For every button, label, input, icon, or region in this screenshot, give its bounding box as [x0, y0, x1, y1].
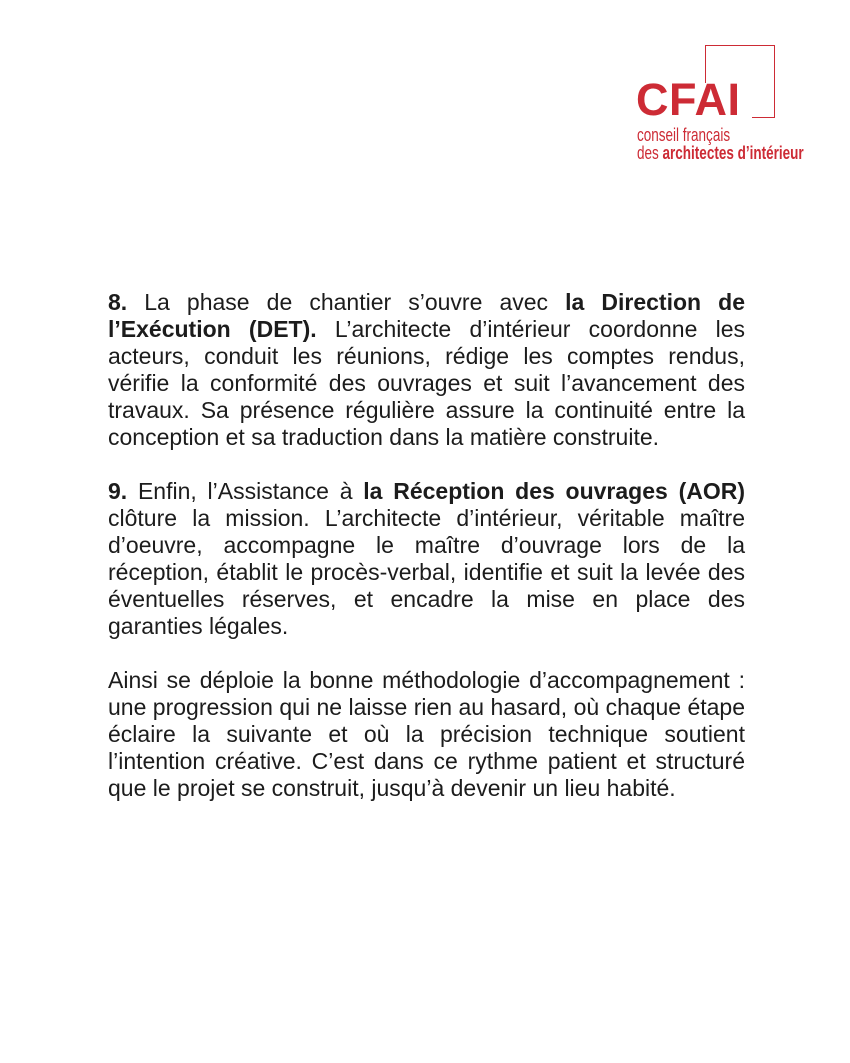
- logo-tagline-line2-bold: architectes d’intérieur: [662, 142, 804, 163]
- paragraph-9: [108, 478, 745, 640]
- document-text-block: [108, 289, 745, 829]
- logo-tagline-line2-prefix: des: [637, 142, 663, 163]
- logo-tagline-line2: [637, 143, 804, 162]
- paragraph-8: [108, 289, 745, 451]
- paragraph-8-bold-segment: 8.: [108, 289, 128, 315]
- logo-acronym: CFAI: [636, 74, 741, 125]
- paragraph-closing: [108, 667, 745, 802]
- paragraph-9-bold-segment: 9.: [108, 478, 128, 504]
- paragraph-9-bold-segment: la Réception des ouvrages (AOR): [363, 478, 745, 504]
- paragraph-8-segment: L’architecte d’intérieur coordonne les acteurs, conduit les réunions, rédige les comptes rendus, vérifie la conformité des ouvrages et suit l’avancement des travaux. Sa présence régulière assure la continuité entre la conception et sa traduction dans la matière construite.: [108, 316, 745, 450]
- paragraph-9-segment: Enfin, l’Assistance à: [127, 478, 364, 504]
- paragraph-closing-segment: Ainsi se déploie la bonne méthodologie d’accompagnement : une progression qui ne laisse rien au hasard, où chaque étape éclaire la suivante et où la précision technique soutient l’intention créative. C’est dans ce rythme patient et structuré que le projet se construit, jusqu’à devenir un lieu habité.: [108, 667, 745, 801]
- paragraph-9-segment: clôture la mission. L’architecte d’intérieur, véritable maître d’oeuvre, accompagne le maître d’ouvrage lors de la réception, établit le procès-verbal, identifie et suit la levée des éventuelles réserves, et encadre la mise en place des garanties légales.: [108, 505, 745, 639]
- paragraph-8-segment: La phase de chantier s’ouvre avec: [127, 289, 566, 315]
- cfai-logo: [620, 35, 845, 170]
- paragraph-8-bold-segment: la Direction de l’Exécution (DET).: [108, 289, 746, 342]
- logo-tagline-line1: conseil français: [637, 124, 731, 145]
